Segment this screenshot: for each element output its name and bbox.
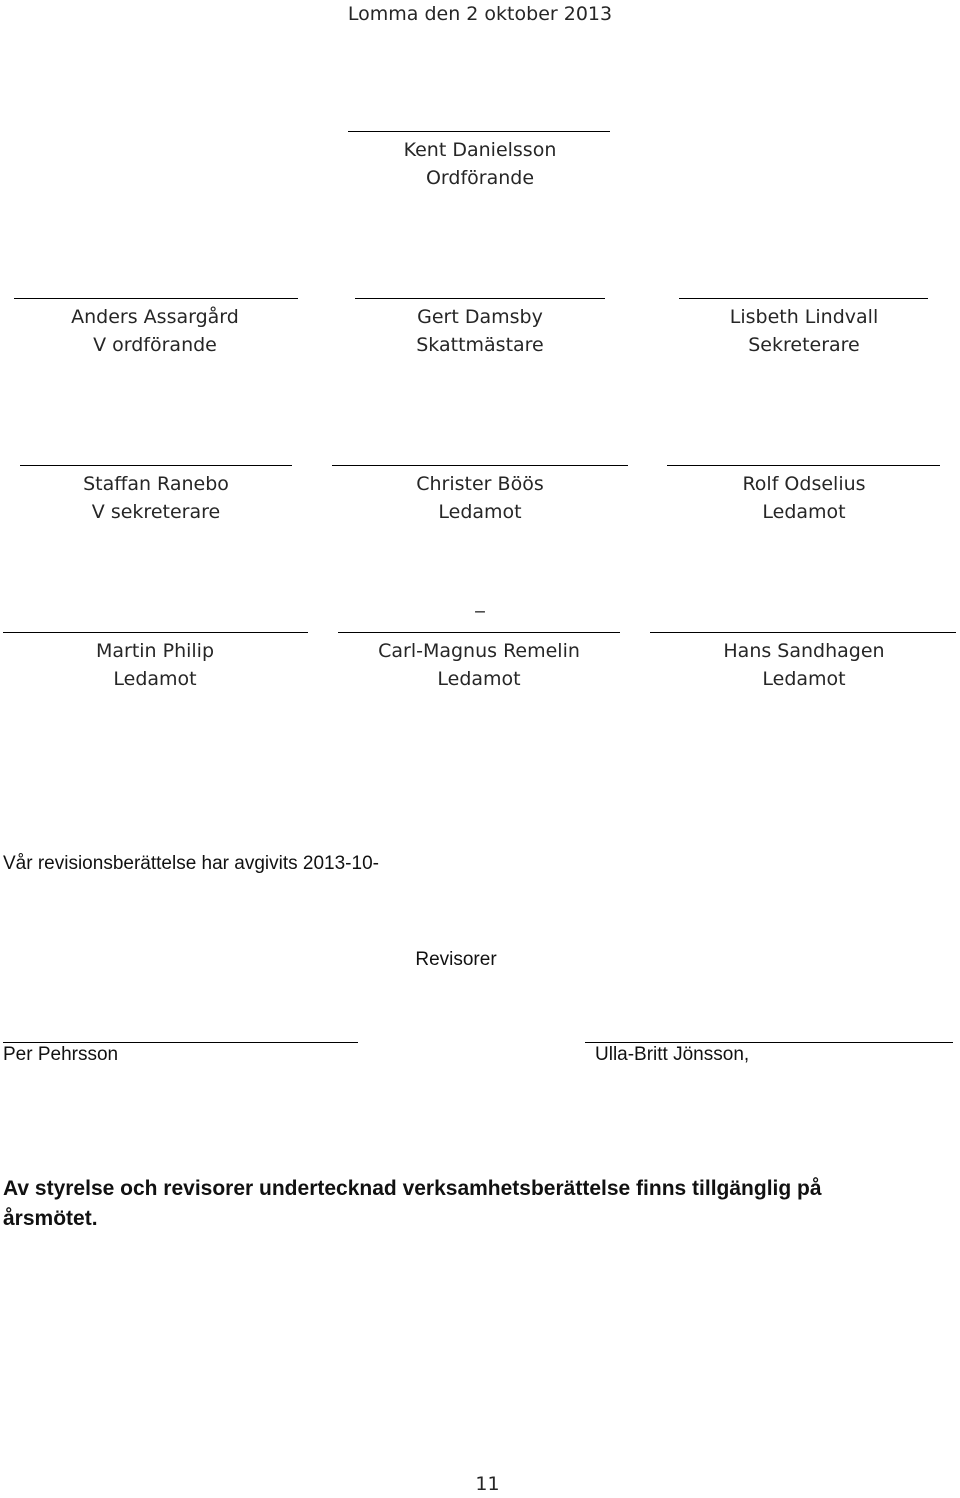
signature-block (679, 470, 929, 526)
signer-role: Ledamot (113, 668, 197, 690)
signature-block-chair (320, 136, 640, 192)
audit-statement: Vår revisionsberättelse har avgivits 2013-10- (3, 853, 379, 874)
footer-note: Av styrelse och revisorer undertecknad verksamhetsberättelse finns tillgänglig på årsmötet. (3, 1177, 822, 1230)
signature-line (650, 632, 956, 633)
signer-name: Staffan Ranebo (83, 473, 229, 495)
auditor-name: Ulla-Britt Jönsson, (595, 1044, 750, 1065)
signature-block (679, 303, 929, 359)
signer-name: Lisbeth Lindvall (729, 306, 879, 328)
signer-name: Martin Philip (95, 640, 215, 662)
signature-block (30, 637, 280, 693)
signer-role: Sekreterare (748, 334, 860, 356)
signature-line (355, 298, 605, 299)
signature-line (679, 298, 928, 299)
signer-name: Rolf Odselius (742, 473, 866, 495)
signature-line (332, 465, 628, 466)
signer-role: Ledamot (437, 668, 521, 690)
signature-line (20, 465, 292, 466)
auditors-heading: Revisorer (415, 949, 497, 970)
signer-role: Ledamot (762, 501, 846, 523)
signature-line (3, 632, 308, 633)
signature-line-chair (348, 131, 610, 132)
signer-name: Carl-Magnus Remelin (378, 640, 580, 662)
signer-role: Ordförande (425, 167, 535, 189)
page-number: 11 (475, 1473, 500, 1495)
signature-line (667, 465, 940, 466)
signer-name: Hans Sandhagen (723, 640, 885, 662)
signature-line (338, 632, 620, 633)
signature-block (679, 637, 929, 693)
place-date: Lomma den 2 oktober 2013 (347, 3, 613, 25)
signer-role: Ledamot (762, 668, 846, 690)
signature-block (30, 303, 280, 359)
signer-role: Ledamot (438, 501, 522, 523)
signature-block (355, 303, 605, 359)
signature-block (31, 470, 281, 526)
signer-name: Anders Assargård (71, 306, 239, 328)
signer-name: Christer Böös (416, 473, 544, 495)
stray-underscore: _ (475, 591, 485, 613)
auditor-name: Per Pehrsson (3, 1044, 119, 1065)
signature-block (339, 637, 619, 693)
signature-line (14, 298, 298, 299)
signer-role: V sekreterare (91, 501, 221, 523)
signer-role: Skattmästare (416, 334, 544, 356)
signer-name: Kent Danielsson (403, 139, 557, 161)
signer-role: V ordförande (93, 334, 217, 356)
signer-name: Gert Damsby (417, 306, 543, 328)
signature-block (355, 470, 605, 526)
